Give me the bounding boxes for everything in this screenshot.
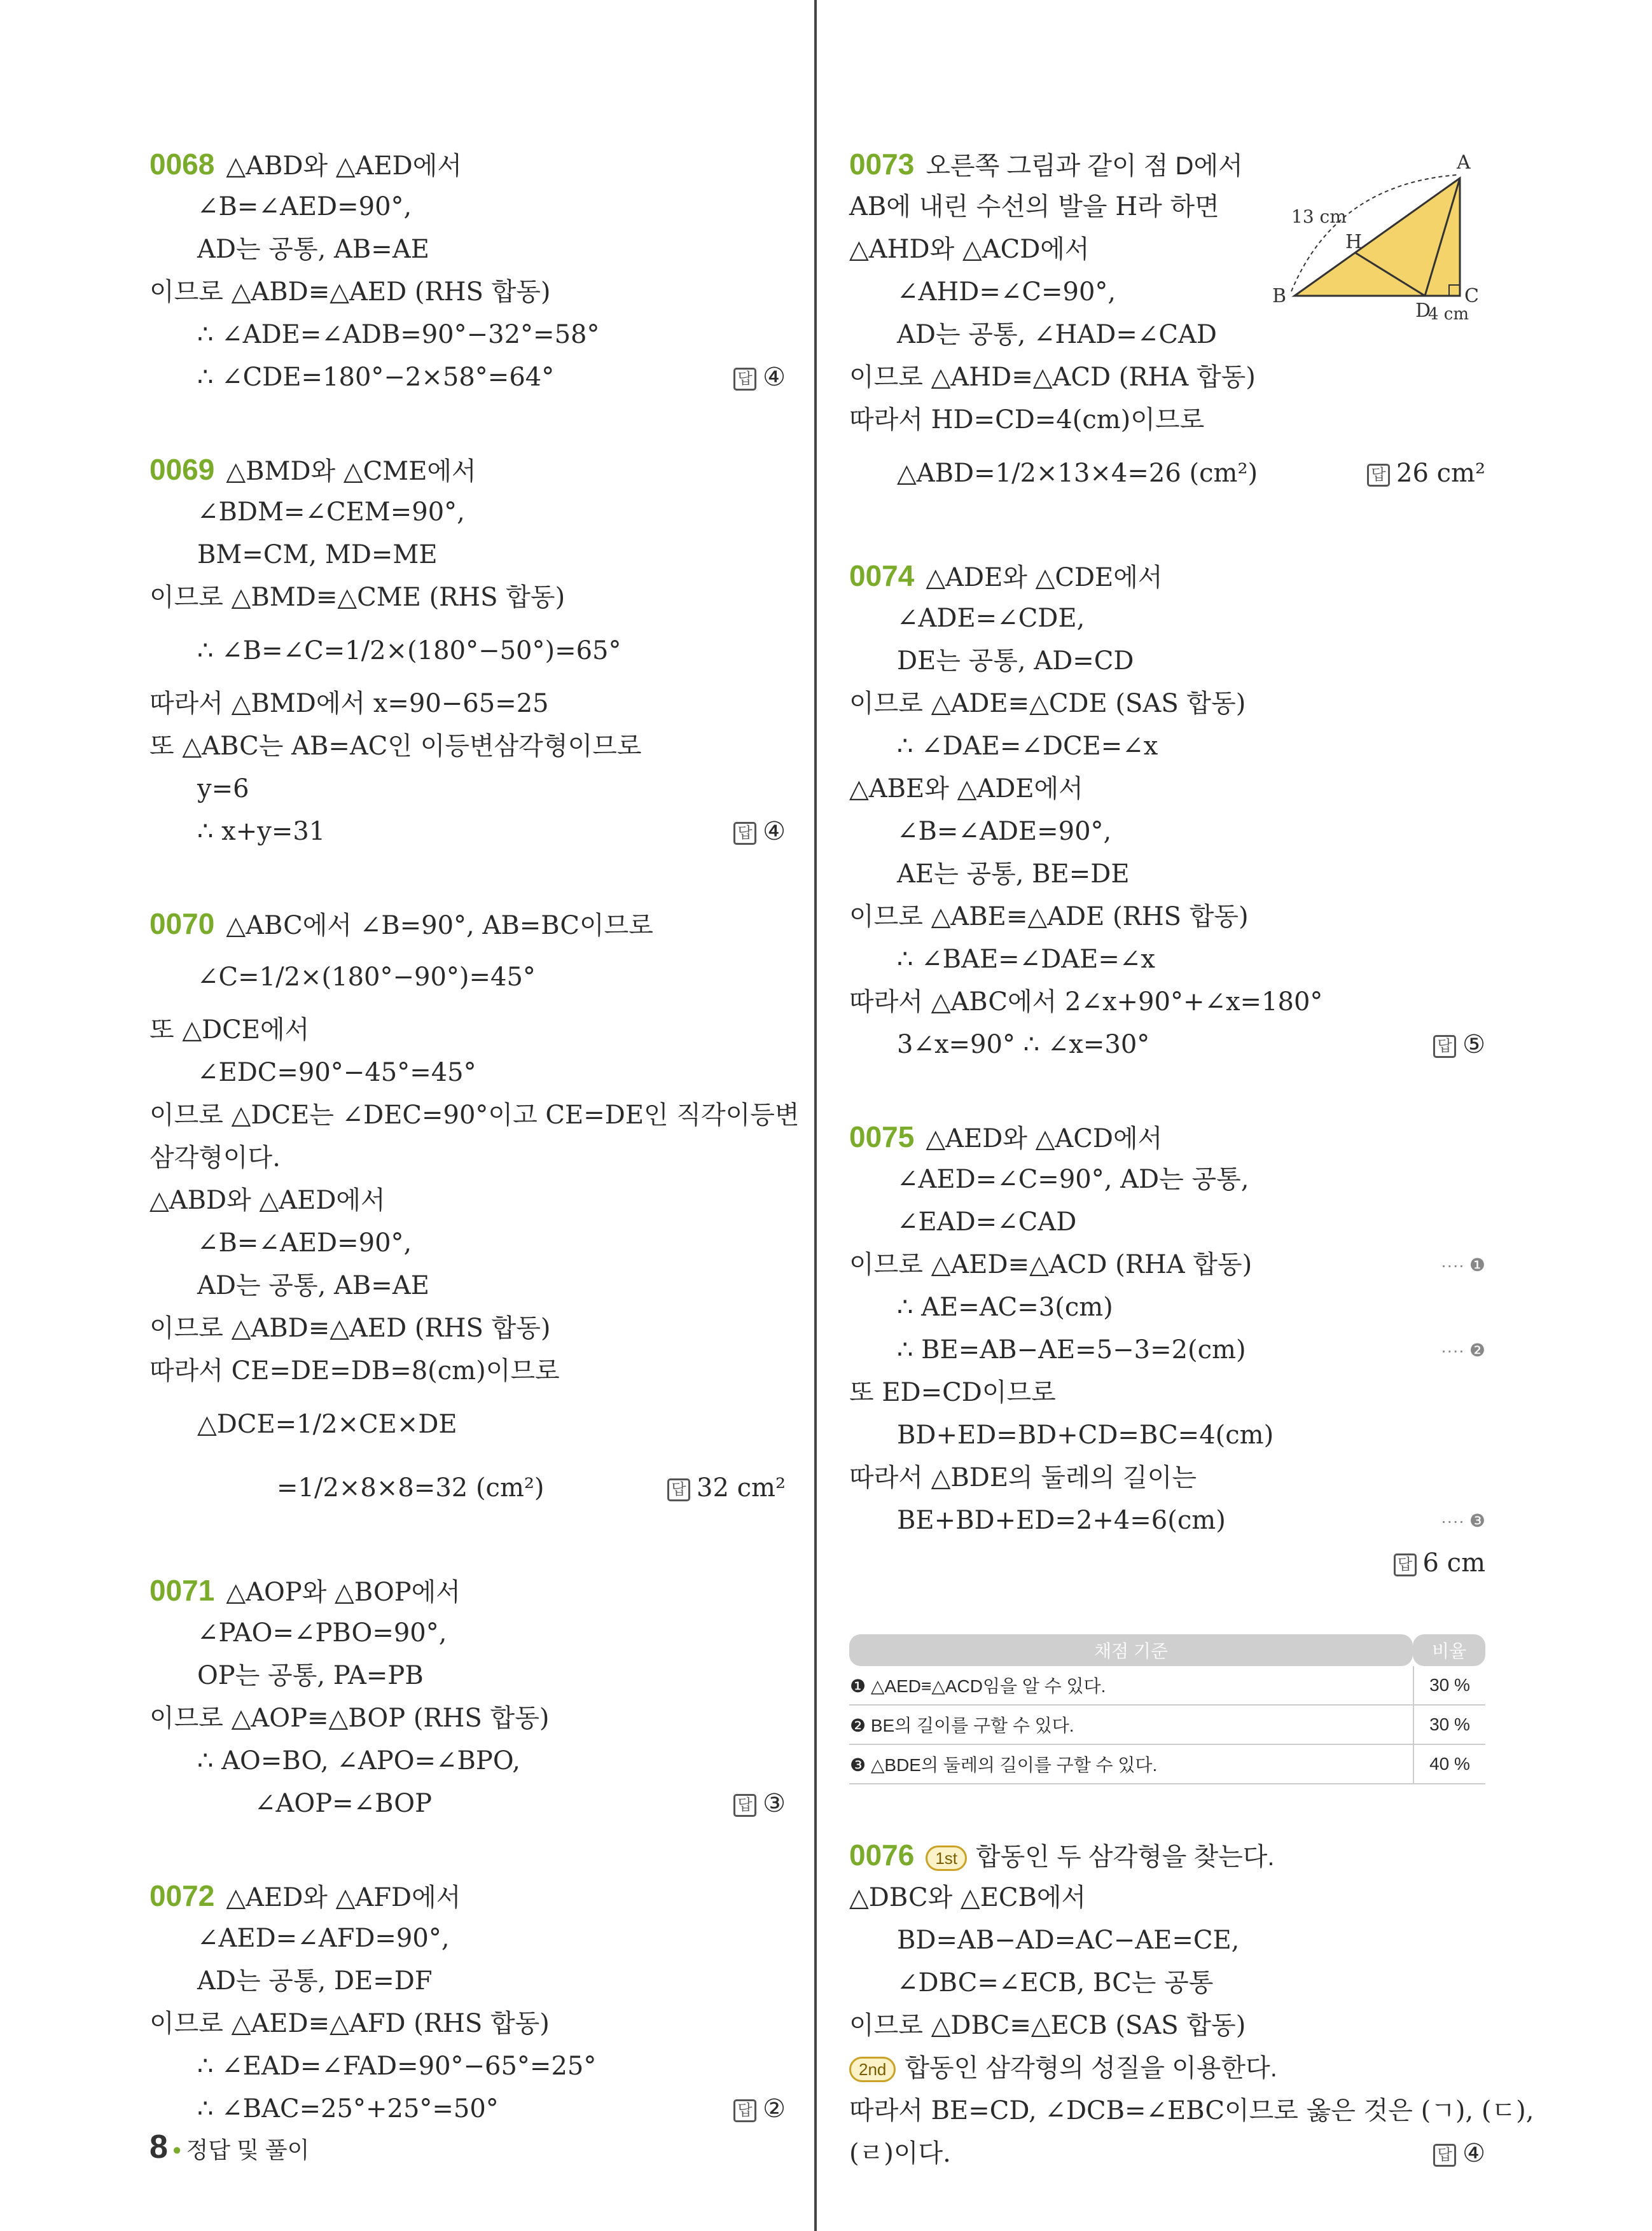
line-text: 또 △ABC는 AB=AC인 이등변삼각형이므로 [149, 732, 642, 761]
line-text: ∴ ∠EAD=∠FAD=90°−65°=25° [197, 2052, 597, 2081]
line-text: BM=CM, MD=ME [197, 540, 438, 569]
line-text: 따라서 CE=DE=DB=8(cm)이므로 [149, 1356, 560, 1386]
solution-line [849, 1834, 1485, 1877]
solution-line [149, 1456, 786, 1520]
line-text: 삼각형이다. [149, 1143, 281, 1172]
line-text: ∠EAD=∠CAD [897, 1207, 1077, 1237]
answer-value: 6 cm [1422, 1548, 1485, 1578]
line-text: △BMD와 △CME에서 [226, 457, 476, 486]
answer-icon: 답 [1394, 1553, 1417, 1576]
answer-icon: 답 [667, 1478, 690, 1501]
line-text: 또 △DCE에서 [149, 1015, 310, 1045]
line-text: ∴ ∠CDE=180°−2×58°=64° [197, 363, 555, 392]
line-text: =1/2×8×8=32 (cm²) [277, 1473, 545, 1503]
solution-line [149, 143, 786, 186]
grading-criteria: ❸ △BDE의 둘레의 길이를 구할 수 있다. [849, 1745, 1413, 1784]
line-text: y=6 [197, 774, 249, 803]
solution-line [149, 576, 786, 619]
problem-number: 0075 [849, 1120, 915, 1153]
problem-0070 [149, 903, 800, 1520]
solution-line [849, 1962, 1485, 2005]
solution-line [849, 725, 1485, 768]
solution-line [149, 2003, 786, 2045]
answer-icon: 답 [1367, 464, 1390, 487]
line-text: △DBC와 △ECB에서 [849, 1883, 1086, 1912]
answer-value: ② [763, 2094, 786, 2123]
line-text: OP는 공통, PA=PB [197, 1661, 424, 1690]
line-text: AB에 내린 수선의 발을 H라 하면 [849, 192, 1219, 221]
answer [667, 1456, 786, 1520]
line-text: (ㄹ)이다. [849, 2139, 951, 2168]
label-4cm: 4 cm [1428, 305, 1469, 324]
answer-value: ③ [763, 1789, 786, 1818]
solution-line [149, 1612, 786, 1655]
line-text: △ABE와 △ADE에서 [849, 774, 1083, 803]
line-text: 이므로 △AOP≡△BOP (RHS 합동) [149, 1704, 550, 1733]
solution-line [149, 1265, 786, 1307]
page-footer: 8 • 정답 및 풀이 [149, 2129, 310, 2165]
problem-number: 0074 [849, 559, 915, 592]
solution-line [849, 1201, 1485, 1244]
answer-icon: 답 [733, 1794, 756, 1817]
answer [1433, 2132, 1485, 2175]
step-tag: 2nd [849, 2057, 896, 2082]
solution-line [849, 441, 1485, 505]
line-text: △AHD와 △ACD에서 [849, 235, 1090, 264]
solution-line [149, 619, 786, 683]
solution-line [149, 1094, 800, 1137]
line-text: ∠PAO=∠PBO=90°, [197, 1618, 447, 1648]
problem-0069 [149, 448, 786, 853]
column-divider [814, 0, 817, 2231]
solution-line [149, 945, 786, 1009]
step-tag: 1st [926, 1845, 967, 1871]
answer [733, 356, 786, 399]
line-text: ∴ ∠BAC=25°+25°=50° [197, 2094, 499, 2123]
line-text: 이므로 △ABD≡△AED (RHS 합동) [149, 1314, 551, 1343]
solution-line [849, 768, 1485, 810]
line-text: 이므로 △ADE≡△CDE (SAS 합동) [849, 689, 1246, 718]
solution-line [149, 810, 786, 853]
answer-value: ⑤ [1462, 1030, 1485, 1059]
line-text: ∠AOP=∠BOP [254, 1789, 432, 1818]
line-text: △ABD=1/2×13×4=26 (cm²) [897, 459, 1258, 488]
line-text: △ADE와 △CDE에서 [926, 563, 1163, 592]
grading-row [849, 1745, 1485, 1784]
line-text: ∴ ∠B=∠C=1/2×(180°−50°)=65° [197, 636, 621, 665]
line-text: ∴ x+y=31 [197, 817, 326, 846]
solution-line [849, 2132, 1485, 2175]
problem-number: 0073 [849, 148, 915, 181]
solution-line [149, 768, 786, 810]
answer-icon: 답 [1433, 2144, 1456, 2167]
line-text: △AED와 △ACD에서 [926, 1124, 1163, 1153]
answer [733, 810, 786, 853]
line-text: ∴ AO=BO, ∠APO=∠BPO, [197, 1746, 520, 1776]
solution-line [849, 1457, 1485, 1499]
line-text: ∠EDC=90°−45°=45° [197, 1058, 476, 1087]
line-text: 이므로 △ABD≡△AED (RHS 합동) [149, 277, 551, 307]
line-text: △ABD와 △AED에서 [149, 1186, 385, 1215]
solution-line [849, 853, 1485, 896]
line-text: ∠BDM=∠CEM=90°, [197, 497, 465, 527]
line-text: ∠AED=∠C=90°, AD는 공통, [897, 1165, 1249, 1194]
step-marker: ···· ❷ [1440, 1340, 1485, 1360]
grading-table [849, 1634, 1485, 1784]
line-text: △AED와 △AFD에서 [226, 1883, 461, 1912]
solution-line [849, 2005, 1485, 2047]
line-text: ∠B=∠AED=90°, [197, 192, 412, 221]
line-text: 따라서 HD=CD=4(cm)이므로 [849, 405, 1205, 434]
problem-0075 [849, 1116, 1485, 1585]
solution-line [849, 1024, 1485, 1066]
solution-line [849, 981, 1485, 1024]
solution-line [849, 1919, 1485, 1962]
solution-line [849, 896, 1485, 938]
solution-line [149, 1307, 786, 1350]
problem-number: 0076 [849, 1838, 915, 1872]
problem-number: 0070 [149, 907, 215, 940]
line-text: AD는 공통, DE=DF [197, 1966, 433, 1996]
line-text: 이므로 △BMD≡△CME (RHS 합동) [149, 583, 566, 612]
solution-line [849, 640, 1485, 683]
right-column [849, 143, 1534, 2225]
line-text: ∠DBC=∠ECB, BC는 공통 [897, 1968, 1214, 1998]
solution-line [149, 903, 786, 945]
answer-value: ④ [763, 363, 786, 392]
solution-line [149, 228, 786, 271]
answer [1394, 1542, 1486, 1585]
answer [1367, 441, 1485, 505]
answer-value: 32 cm² [697, 1473, 786, 1503]
solution-line [849, 555, 1485, 597]
line-text: BD+ED=BD+CD=BC=4(cm) [897, 1421, 1274, 1450]
solution-line [149, 1740, 786, 1783]
solution-line [149, 1009, 786, 1052]
grading-row [849, 1666, 1485, 1706]
line-text: BE+BD+ED=2+4=6(cm) [897, 1506, 1226, 1535]
line-text: AE는 공통, BE=DE [897, 859, 1130, 889]
label-d: D [1415, 300, 1431, 322]
solution-line [149, 271, 786, 314]
line-text: ∴ ∠DAE=∠DCE=∠x [897, 732, 1158, 761]
step-marker: ···· ❶ [1440, 1255, 1485, 1275]
solution-line [849, 1499, 1485, 1542]
solution-line [149, 1917, 786, 1960]
solution-line [849, 683, 1485, 725]
line-text: △ABD와 △AED에서 [226, 151, 462, 181]
label-a: A [1457, 151, 1471, 174]
line-text: 따라서 △ABC에서 2∠x+90°+∠x=180° [849, 987, 1323, 1017]
answer [733, 2088, 786, 2130]
solution-line [849, 399, 1485, 441]
solution-line [849, 2047, 1485, 2090]
problem-number: 0072 [149, 1879, 215, 1912]
solution-line [849, 356, 1485, 399]
problem-0068 [149, 143, 786, 399]
solution-line [149, 2088, 786, 2130]
page-number: 8 [149, 2129, 168, 2165]
solution-line [149, 356, 786, 399]
line-text: 따라서 △BDE의 둘레의 길이는 [849, 1463, 1197, 1492]
answer-value: ④ [1462, 2139, 1485, 2168]
triangle-abc [1295, 178, 1460, 296]
solution-line [849, 1116, 1485, 1158]
solution-line [849, 1542, 1485, 1585]
line-text: 따라서 △BMD에서 x=90−65=25 [149, 689, 549, 718]
line-text: 또 ED=CD이므로 [849, 1378, 1056, 1407]
line-text: ∠ADE=∠CDE, [897, 604, 1085, 633]
line-text: △DCE=1/2×CE×DE [197, 1410, 457, 1439]
answer [733, 1783, 786, 1825]
label-c: C [1464, 285, 1479, 307]
footer-title: 정답 및 풀이 [186, 2137, 310, 2163]
solution-line [849, 1158, 1485, 1201]
solution-line [149, 186, 786, 228]
solution-line [149, 1052, 786, 1094]
line-text: ∴ ∠ADE=∠ADB=90°−32°=58° [197, 320, 600, 349]
line-text: 따라서 BE=CD, ∠DCB=∠EBC이므로 옳은 것은 (ㄱ), (ㄷ), [849, 2096, 1534, 2125]
solution-line [149, 1222, 786, 1265]
problem-0072 [149, 1875, 786, 2130]
line-text: 3∠x=90° ∴ ∠x=30° [897, 1030, 1150, 1059]
answer-icon: 답 [1433, 1035, 1456, 1058]
line-text: ∴ BE=AB−AE=5−3=2(cm) [897, 1335, 1246, 1365]
grading-criteria: ❷ BE의 길이를 구할 수 있다. [849, 1706, 1413, 1745]
solution-line [149, 1697, 786, 1740]
solution-line [849, 1286, 1485, 1329]
solution-line [849, 597, 1485, 640]
label-b: B [1272, 285, 1287, 307]
label-h: H [1345, 231, 1363, 253]
solution-line [849, 938, 1485, 981]
solution-line [149, 1393, 786, 1456]
solution-line [849, 1329, 1485, 1372]
solution-line [849, 1414, 1485, 1457]
problem-number: 0069 [149, 453, 215, 486]
problem-0076 [849, 1834, 1534, 2175]
grading-ratio: 30 % [1413, 1666, 1485, 1706]
line-text: ∠AHD=∠C=90°, [897, 277, 1116, 307]
line-text: △ABC에서 ∠B=90°, AB=BC이므로 [226, 911, 653, 940]
triangle-figure [1272, 146, 1489, 331]
solution-line [849, 1372, 1485, 1414]
solution-line [849, 2090, 1534, 2132]
solution-line [849, 810, 1485, 853]
line-text: 이므로 △AHD≡△ACD (RHA 합동) [849, 363, 1256, 392]
solution-line [149, 491, 786, 534]
solution-line [149, 725, 786, 768]
grading-header-ratio: 비율 [1413, 1634, 1485, 1666]
line-text: 이므로 △AED≡△ACD (RHA 합동) [849, 1250, 1253, 1279]
problem-0074 [849, 555, 1485, 1066]
problem-0071 [149, 1569, 786, 1825]
problem-number: 0068 [149, 148, 215, 181]
line-text: 이므로 △ABE≡△ADE (RHS 합동) [849, 902, 1249, 931]
solution-line [149, 314, 786, 356]
line-text: 합동인 두 삼각형을 찾는다. [976, 1843, 1275, 1871]
step-marker: ···· ❸ [1440, 1511, 1485, 1531]
line-text: 이므로 △DCE는 ∠DEC=90°이고 CE=DE인 직각이등변 [149, 1101, 800, 1130]
answer-value: 26 cm² [1396, 459, 1485, 488]
line-text: ∠B=∠ADE=90°, [897, 817, 1112, 846]
line-text: ∴ ∠BAE=∠DAE=∠x [897, 945, 1155, 974]
line-text: 합동인 삼각형의 성질을 이용한다. [905, 2054, 1277, 2082]
solution-line [149, 1137, 786, 1179]
line-text: ∠B=∠AED=90°, [197, 1228, 412, 1258]
grading-criteria: ❶ △AED≡△ACD임을 알 수 있다. [849, 1666, 1413, 1706]
solution-line [149, 1960, 786, 2003]
line-text: 이므로 △AED≡△AFD (RHS 합동) [149, 2009, 550, 2038]
grading-row [849, 1706, 1485, 1745]
answer-value: ④ [763, 817, 786, 846]
line-text: ∴ AE=AC=3(cm) [897, 1293, 1113, 1322]
solution-line [149, 1875, 786, 1917]
solution-line [149, 1569, 786, 1612]
line-text: DE는 공통, AD=CD [897, 646, 1134, 676]
line-text: AD는 공통, ∠HAD=∠CAD [897, 320, 1217, 349]
solution-line [149, 1655, 786, 1697]
label-13cm: 13 cm [1291, 206, 1347, 227]
solution-line [149, 1783, 786, 1825]
grading-ratio: 30 % [1413, 1706, 1485, 1745]
line-text: AD는 공통, AB=AE [197, 235, 429, 264]
line-text: 오른쪽 그림과 같이 점 D에서 [926, 152, 1243, 180]
grading-ratio: 40 % [1413, 1745, 1485, 1784]
solution-line [149, 683, 786, 725]
solution-line [149, 1179, 786, 1222]
solution-line [149, 2045, 786, 2088]
line-text: BD=AB−AD=AC−AE=CE, [897, 1926, 1240, 1955]
solution-line [849, 1244, 1485, 1286]
answer-icon: 답 [733, 368, 756, 391]
answer [1433, 1024, 1485, 1066]
line-text: ∠AED=∠AFD=90°, [197, 1924, 450, 1953]
solution-line [149, 534, 786, 576]
solution-line [149, 448, 786, 491]
solution-line [149, 1350, 786, 1393]
line-text: 이므로 △DBC≡△ECB (SAS 합동) [849, 2011, 1246, 2040]
solution-line [849, 1877, 1485, 1919]
left-column [149, 143, 800, 2180]
line-text: △AOP와 △BOP에서 [226, 1578, 461, 1607]
line-text: ∠C=1/2×(180°−90°)=45° [197, 963, 536, 992]
answer-icon: 답 [733, 2099, 756, 2122]
problem-number: 0071 [149, 1574, 215, 1607]
grading-header-criteria: 채점 기준 [849, 1634, 1413, 1666]
answer-icon: 답 [733, 822, 756, 845]
line-text: AD는 공통, AB=AE [197, 1271, 429, 1300]
